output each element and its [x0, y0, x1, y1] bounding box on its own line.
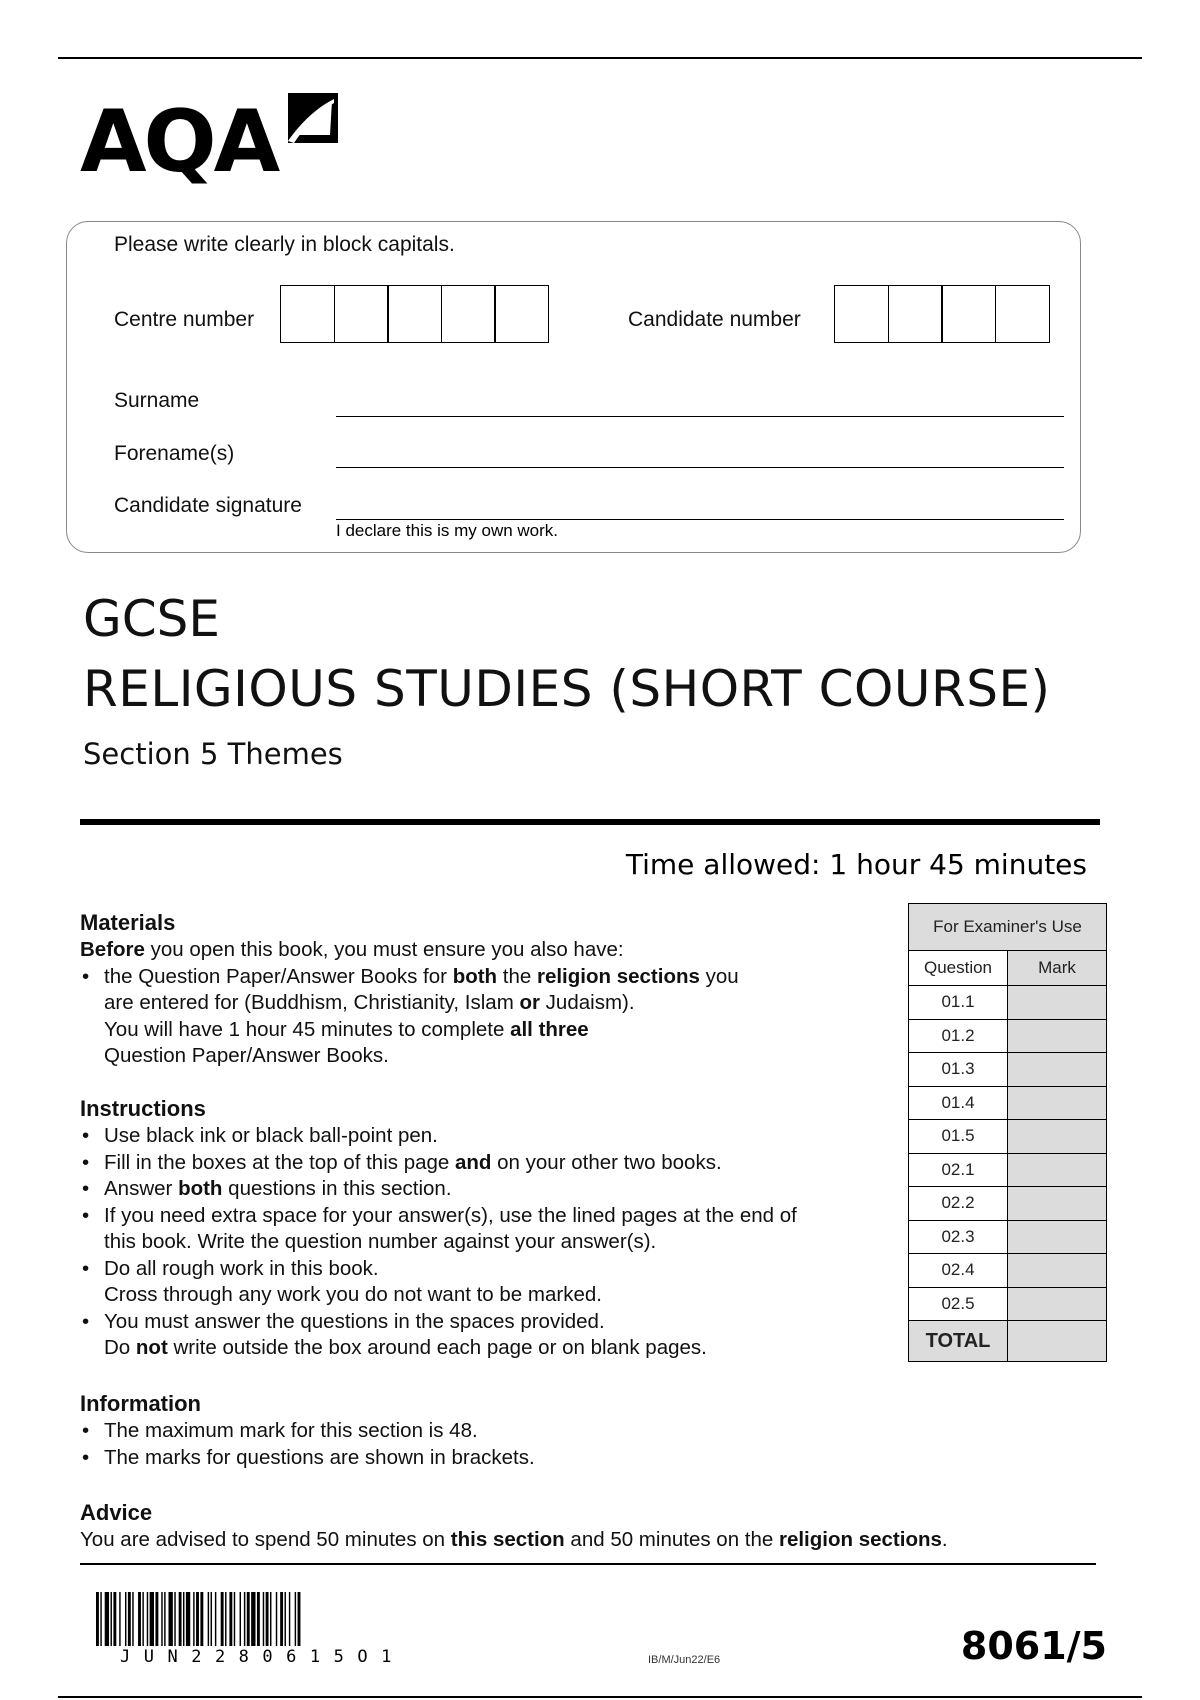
instructions-section	[80, 1095, 880, 1362]
materials-heading: Materials	[80, 910, 176, 935]
instruction-item: • Do all rough work in this book. Cross through any work you do not want to be marked.	[80, 1256, 880, 1309]
barcode-bar	[155, 1592, 158, 1646]
information-item: • The maximum mark for this section is 48.	[80, 1418, 880, 1445]
information-heading: Information	[80, 1391, 201, 1416]
forenames-label: Forename(s)	[114, 442, 235, 465]
barcode-bar	[200, 1592, 203, 1646]
centre-number-label: Centre number	[114, 308, 255, 331]
barcode-bar	[208, 1592, 209, 1646]
barcode-bar	[266, 1592, 269, 1646]
question-number: 01.3	[909, 1053, 1008, 1087]
barcode-bar	[119, 1592, 120, 1646]
question-number: 01.2	[909, 1019, 1008, 1053]
question-number: 02.3	[909, 1220, 1008, 1254]
candidate-number-digit[interactable]	[995, 285, 1050, 343]
question-number: 02.4	[909, 1254, 1008, 1288]
question-number: 02.5	[909, 1287, 1008, 1321]
signature-field[interactable]	[336, 519, 1064, 520]
barcode-bar	[229, 1592, 232, 1646]
information-section	[80, 1390, 880, 1471]
forenames-field[interactable]	[336, 467, 1064, 468]
top-rule	[58, 57, 1142, 59]
block-capitals-instruction: Please write clearly in block capitals.	[114, 233, 455, 256]
barcode-bar	[270, 1592, 271, 1646]
mark-cell	[1008, 1086, 1107, 1120]
declaration-text: I declare this is my own work.	[336, 521, 559, 540]
barcode-bar	[132, 1592, 133, 1646]
instruction-item: • Use black ink or black ball-point pen.	[80, 1123, 880, 1150]
advice-section	[80, 1499, 1090, 1554]
barcode-bar	[221, 1592, 224, 1646]
instruction-item: • Answer both questions in this section.	[80, 1176, 880, 1203]
barcode-bar	[298, 1592, 301, 1646]
barcode-bar	[215, 1592, 216, 1646]
barcode-image	[96, 1592, 480, 1646]
barcode-bar	[169, 1592, 173, 1646]
barcode-bar	[280, 1592, 283, 1646]
barcode-bar	[247, 1592, 250, 1646]
barcode-bar	[100, 1592, 101, 1646]
barcode-bar	[125, 1592, 126, 1646]
barcode-digits: JUN2280615O1	[120, 1647, 405, 1667]
instruction-item: • You must answer the questions in the spaces provided. Do not write outside the box around each page or on blank pages.	[80, 1309, 880, 1362]
mark-cell	[1008, 1120, 1107, 1154]
barcode-bar	[138, 1592, 141, 1646]
barcode-bar	[211, 1592, 212, 1646]
mark-cell	[1008, 1153, 1107, 1187]
barcode-bar	[183, 1592, 184, 1646]
bottom-rule	[58, 1696, 1142, 1698]
centre-number-digit[interactable]	[441, 285, 496, 343]
advice-text: You are advised to spend 50 minutes on this section and 50 minutes on the religion sections.	[80, 1528, 948, 1551]
barcode-bar	[161, 1592, 162, 1646]
barcode-bar	[257, 1592, 260, 1646]
barcode-bar	[150, 1592, 154, 1646]
candidate-number-digit[interactable]	[888, 285, 943, 343]
barcode-bar	[196, 1592, 199, 1646]
materials-intro: Before you open this book, you must ensure you also have:	[80, 938, 624, 961]
instruction-item: • If you need extra space for your answer(s), use the lined pages at the end of this book. Write the question number against your answer(s).	[80, 1203, 880, 1256]
total-label: TOTAL	[909, 1321, 1008, 1362]
question-column-header: Question	[909, 951, 1008, 986]
barcode-bar	[251, 1592, 255, 1646]
barcode-bar	[147, 1592, 148, 1646]
barcode-bar	[111, 1592, 112, 1646]
barcode-bar	[128, 1592, 131, 1646]
mark-cell	[1008, 986, 1107, 1020]
paper-code: 8061/5	[960, 1624, 1107, 1668]
barcode-bar	[113, 1592, 116, 1646]
total-mark-cell	[1008, 1321, 1107, 1362]
centre-number-digit[interactable]	[494, 285, 549, 343]
title-rule	[80, 819, 1100, 825]
information-item: • The marks for questions are shown in brackets.	[80, 1445, 880, 1472]
barcode-bar	[244, 1592, 245, 1646]
barcode-bar	[263, 1592, 264, 1646]
qualification-title: GCSE	[83, 590, 220, 648]
candidate-number-digit[interactable]	[834, 285, 889, 343]
question-number: 01.4	[909, 1086, 1008, 1120]
surname-field[interactable]	[336, 416, 1064, 417]
materials-section	[80, 909, 880, 1070]
mark-column-header: Mark	[1008, 951, 1107, 986]
barcode-bar	[285, 1592, 286, 1646]
barcode-bar	[295, 1592, 296, 1646]
aqa-leaf-icon	[284, 91, 340, 149]
barcode-bar	[193, 1592, 194, 1646]
candidate-number-digit[interactable]	[941, 285, 996, 343]
mark-cell	[1008, 1254, 1107, 1288]
centre-number-digit[interactable]	[387, 285, 442, 343]
candidate-number-label: Candidate number	[628, 308, 801, 331]
surname-label: Surname	[114, 389, 200, 412]
instructions-heading: Instructions	[80, 1096, 206, 1121]
mark-cell	[1008, 1220, 1107, 1254]
barcode-bar	[105, 1592, 109, 1646]
barcode-bar	[186, 1592, 190, 1646]
barcode-bar	[276, 1592, 277, 1646]
examiners-use-table	[908, 903, 1107, 1362]
question-number: 01.5	[909, 1120, 1008, 1154]
time-allowed: Time allowed: 1 hour 45 minutes	[625, 848, 1087, 881]
barcode-bar	[225, 1592, 226, 1646]
advice-rule	[80, 1563, 1096, 1565]
section-title: Section 5 Themes	[83, 737, 343, 771]
barcode-bar	[234, 1592, 235, 1646]
instruction-item: • Fill in the boxes at the top of this page and on your other two books.	[80, 1150, 880, 1177]
aqa-logo-text: AQA	[80, 92, 278, 192]
materials-bullet: • the Question Paper/Answer Books for both the religion sections you are entered for (Buddhism, Christianity, Islam or Judaism). You will have 1 hour 45 minutes to complete all three Question Paper/Answer Books.	[80, 964, 880, 1070]
examiners-use-title: For Examiner's Use	[909, 904, 1107, 951]
centre-number-boxes[interactable]	[280, 285, 548, 343]
barcode-bar	[164, 1592, 165, 1646]
barcode-bar	[179, 1592, 182, 1646]
barcode-bar	[174, 1592, 175, 1646]
barcode-bar	[240, 1592, 241, 1646]
signature-label: Candidate signature	[114, 494, 302, 517]
question-number: 02.1	[909, 1153, 1008, 1187]
barcode-bar	[289, 1592, 290, 1646]
barcode-bar	[96, 1592, 99, 1646]
mark-cell	[1008, 1019, 1107, 1053]
barcode-bar	[142, 1592, 143, 1646]
centre-number-digit[interactable]	[280, 285, 335, 343]
question-number: 01.1	[909, 986, 1008, 1020]
mark-cell	[1008, 1053, 1107, 1087]
mark-cell	[1008, 1287, 1107, 1321]
centre-number-digit[interactable]	[334, 285, 389, 343]
aqa-logo	[80, 92, 278, 192]
paper-reference: IB/M/Jun22/E6	[648, 1654, 721, 1666]
advice-heading: Advice	[80, 1500, 153, 1525]
candidate-number-boxes[interactable]	[834, 285, 1048, 343]
mark-cell	[1008, 1187, 1107, 1221]
question-number: 02.2	[909, 1187, 1008, 1221]
subject-title: RELIGIOUS STUDIES (SHORT COURSE)	[83, 660, 1051, 718]
